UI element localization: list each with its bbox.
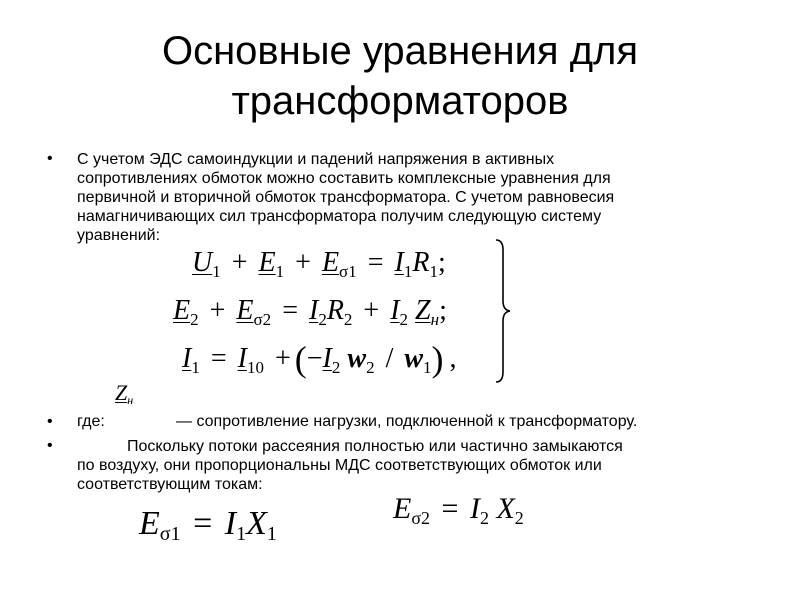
intro-line: уравнений: [77,227,161,244]
bullet-marker: • [47,150,53,167]
symbol-E-sigma1: E [321,247,340,278]
operator-equals: = [367,247,384,278]
subscript: 2 [479,508,489,528]
subscript: 2 [343,310,353,329]
operator-equals: = [441,492,459,525]
symbol-Z-load: Z [415,295,431,326]
load-impedance-symbol [115,380,133,408]
symbol-w2: w [347,343,367,374]
subscript: 2 [399,310,409,329]
leakage-paragraph [77,437,623,494]
subscript: н [127,393,134,407]
symbol-X: X [496,492,515,525]
operator-plus: + [231,247,248,278]
symbol-E-sigma2: E [236,295,254,326]
subscript: н [430,310,440,329]
intro-line: намагничивающих сил трансформатора получим следующую систему [77,208,602,225]
symbol-I1: I [182,343,192,374]
equation-end: ; [439,295,447,326]
symbol-I10: I [237,343,247,374]
subscript: 1 [275,262,285,281]
symbol-R1: R [412,247,430,278]
equation-end: ; [437,247,446,278]
subscript: σ2 [253,310,272,329]
subscript: 1 [212,262,221,281]
symbol-E2: E [173,295,191,326]
subscript: 1 [429,262,438,281]
subscript: 1 [403,262,413,281]
subscript: 1 [423,358,432,377]
symbol-I2: I [308,295,319,326]
subscript: σ1 [159,523,181,545]
right-paren: ) [431,339,444,379]
where-label: где: [77,413,105,430]
bullet-marker: • [47,437,53,454]
equation-2 [173,295,447,329]
equation-3 [182,339,457,379]
operator-plus: + [295,247,311,278]
title-line-1: Основные уравнения для [161,29,639,73]
equation-1 [192,247,446,281]
leakage-line: соответствующим токам: [77,476,263,493]
leakage-line: по воздуху, они пропорциональны МДС соответствующих обмоток или [77,457,602,474]
subscript: 1 [191,358,200,377]
symbol-I: I [469,492,480,525]
operator-equals: = [210,343,227,374]
operator-plus: + [363,295,380,326]
intro-line: сопротивлениях обмоток можно составить комплексные уравнения для [77,170,611,187]
system-brace-icon [493,238,513,384]
operator-equals: = [193,505,213,542]
operator-equals: = [282,295,298,326]
operator-plus: + [274,343,291,374]
leakage-line: Поскольку потоки рассеяния полностью или частично замыкаются [127,438,623,455]
subscript: 2 [331,358,341,377]
equation-5 [393,492,524,526]
operator-divide: / [385,343,394,374]
subscript: 1 [266,523,277,545]
operator-plus: + [209,295,226,326]
symbol-Z: Z [115,380,128,405]
intro-line: С учетом ЭДС самоиндукции и падений напряжения в активных [77,151,555,168]
symbol-X: X [246,505,267,542]
where-description: — сопротивление нагрузки, подключенной к трансформатору. [176,413,638,430]
subscript: 2 [366,358,375,377]
symbol-E: E [393,492,412,525]
left-paren: ( [294,339,307,379]
slide-title [0,26,800,126]
subscript: σ1 [339,262,357,281]
subscript: 2 [190,310,199,329]
symbol-I2: I [390,295,400,326]
symbol-w1: w [404,343,424,374]
symbol-E: E [139,505,160,542]
bullet-marker: • [47,413,53,430]
subscript: 2 [318,310,327,329]
subscript: 2 [514,508,524,528]
operator-minus: − [306,343,323,374]
equation-4 [139,505,277,545]
symbol-I1: I [394,247,404,278]
equation-end: , [449,343,457,374]
intro-line: первичной и вторичной обмоток трансформатора. С учетом равновесия [77,189,615,206]
subscript: σ2 [411,508,431,528]
symbol-I2: I [322,343,332,374]
title-line-2: трансформаторов [231,79,569,123]
symbol-E1: E [258,247,276,278]
symbol-I: I [224,505,237,542]
symbol-U: U [192,247,213,278]
subscript: 10 [246,358,264,377]
intro-paragraph [77,150,614,245]
subscript: 1 [236,523,247,545]
symbol-R2: R [326,295,344,326]
